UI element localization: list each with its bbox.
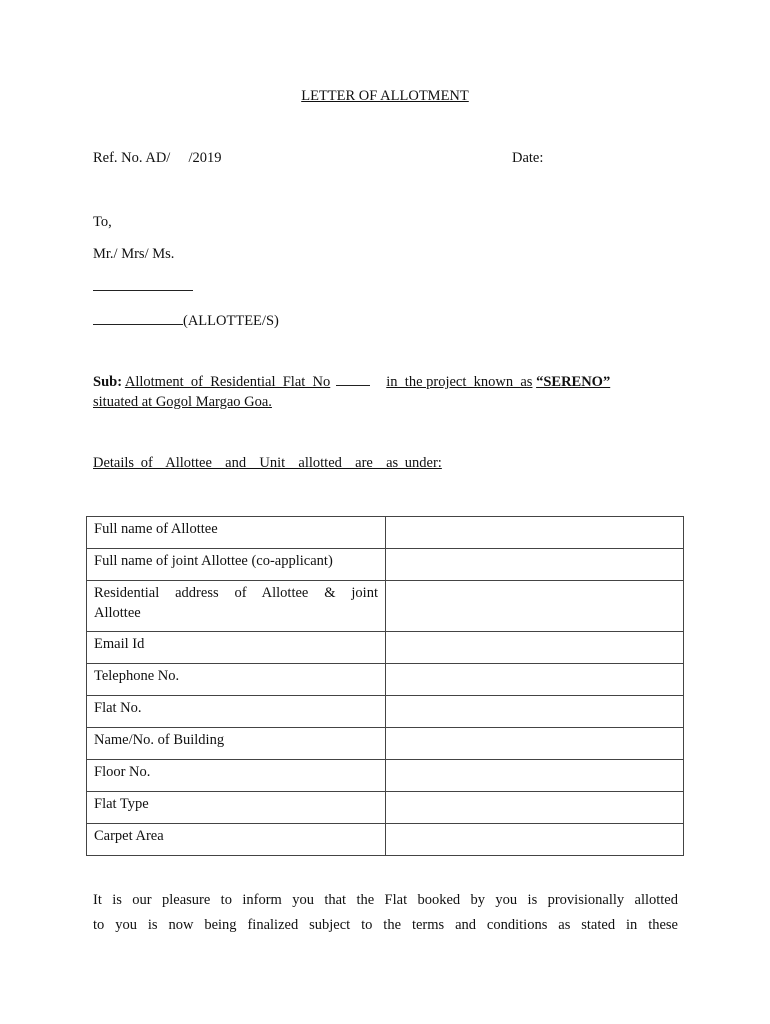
allottee-blank bbox=[93, 310, 183, 325]
project-name: “SERENO” bbox=[536, 374, 611, 390]
subject-text-cont: in the project known as bbox=[386, 374, 533, 390]
table-row bbox=[87, 696, 684, 728]
table-row bbox=[87, 824, 684, 856]
full-name-field[interactable] bbox=[386, 517, 684, 549]
table-row bbox=[87, 792, 684, 824]
details-heading: Details of Allottee and Unit allotted are as under: bbox=[93, 455, 442, 471]
table-row bbox=[87, 632, 684, 664]
subject-line bbox=[93, 372, 678, 412]
table-row bbox=[87, 760, 684, 792]
allottee-label: (ALLOTTEE/S) bbox=[183, 313, 279, 329]
paragraph-line: to you is now being finalized subject to the terms and conditions as stated in these bbox=[93, 917, 678, 933]
row-label: Telephone No. bbox=[87, 664, 386, 696]
date-label: Date: bbox=[512, 150, 544, 166]
allottee-details-table bbox=[86, 516, 684, 856]
subject-line2: situated at Gogol Margao Goa. bbox=[93, 394, 272, 410]
row-label: Email Id bbox=[87, 632, 386, 664]
flat-no-blank bbox=[336, 373, 370, 386]
subject-text: Allotment of Residential Flat No bbox=[124, 374, 331, 390]
flat-no-field[interactable] bbox=[386, 696, 684, 728]
table-row bbox=[87, 581, 684, 632]
telephone-field[interactable] bbox=[386, 664, 684, 696]
email-field[interactable] bbox=[386, 632, 684, 664]
paragraph-line: It is our pleasure to inform you that the Flat booked by you is provisionally allotted bbox=[93, 892, 678, 908]
building-field[interactable] bbox=[386, 728, 684, 760]
joint-name-field[interactable] bbox=[386, 549, 684, 581]
row-label: Residential address of Allottee & joint Allottee bbox=[87, 581, 386, 632]
page-title: LETTER OF ALLOTMENT bbox=[301, 88, 469, 104]
table-row bbox=[87, 728, 684, 760]
subject-label: Sub: bbox=[93, 374, 123, 390]
to-label: To, bbox=[93, 214, 112, 230]
allottee-line bbox=[93, 310, 279, 330]
row-label: Floor No. bbox=[87, 760, 386, 792]
address-field[interactable] bbox=[386, 581, 684, 632]
table-row bbox=[87, 664, 684, 696]
row-label: Flat Type bbox=[87, 792, 386, 824]
row-label: Full name of Allottee bbox=[87, 517, 386, 549]
carpet-area-field[interactable] bbox=[386, 824, 684, 856]
row-label: Name/No. of Building bbox=[87, 728, 386, 760]
reference-number: Ref. No. AD/ /2019 bbox=[93, 150, 222, 166]
table-row bbox=[87, 549, 684, 581]
row-label: Full name of joint Allottee (co-applicant) bbox=[87, 549, 386, 581]
row-label: Carpet Area bbox=[87, 824, 386, 856]
flat-type-field[interactable] bbox=[386, 792, 684, 824]
row-label: Flat No. bbox=[87, 696, 386, 728]
table-row bbox=[87, 517, 684, 549]
name-blank-line bbox=[93, 290, 193, 291]
floor-no-field[interactable] bbox=[386, 760, 684, 792]
body-paragraph bbox=[93, 888, 678, 938]
salutation: Mr./ Mrs/ Ms. bbox=[93, 246, 175, 262]
